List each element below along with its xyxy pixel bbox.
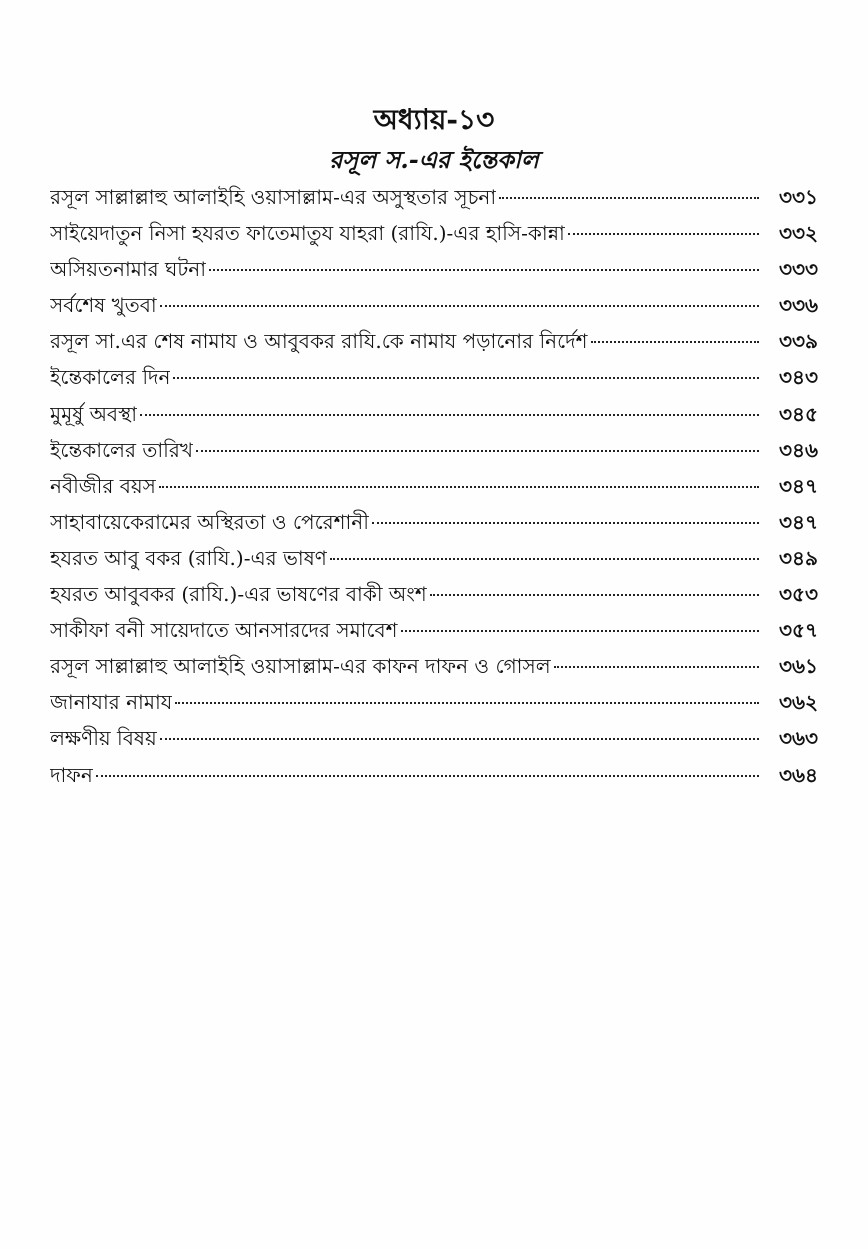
toc-entry-title: ইন্তেকালের দিন: [50, 365, 171, 390]
toc-entry: [50, 757, 818, 793]
toc-entry-title: নবীজীর বয়স: [50, 473, 156, 498]
toc-entry-page: ৩৩৬: [778, 293, 818, 318]
toc-dot-leader: [401, 630, 760, 632]
toc-entry-title: হযরত আবু বকর (রাযি.)-এর ভাষণ: [50, 545, 327, 570]
toc-entry-title: রসূল সাল্লাল্লাহু আলাইহি ওয়াসাল্লাম-এর অসুস্থতার সূচনা: [50, 185, 497, 209]
toc-entry-title: মুমূর্ষু অবস্থা: [50, 401, 138, 426]
toc-entry: [50, 504, 818, 540]
toc-entry-title: সাহাবায়েকেরামের অস্থিরতা ও পেরেশানী: [50, 509, 369, 534]
toc-entry-page: ৩৬১: [779, 654, 818, 679]
toc-dot-leader: [96, 775, 759, 777]
toc-entry: [50, 179, 818, 215]
toc-entry: [50, 720, 818, 756]
toc-entry-title: রসূল সা.এর শেষ নামায ও আবুবকর রাযি.কে নামায পড়ানোর নির্দেশ: [50, 329, 588, 354]
toc-dot-leader: [591, 341, 759, 343]
toc-dot-leader: [173, 377, 759, 379]
toc-dot-leader: [160, 738, 759, 740]
toc-dot-leader: [196, 450, 759, 452]
toc-entry-title: জানাযার নামায: [50, 690, 173, 715]
toc-entry-title: সাইয়েদাতুন নিসা হযরত ফাতেমাতুয যাহরা (রাযি.)-এর হাসি-কান্না: [50, 221, 565, 246]
toc-entry-page: ৩৪৬: [779, 437, 818, 462]
toc-entry-page: ৩৬৩: [778, 726, 818, 751]
toc-entry-title: দাফন: [50, 762, 93, 787]
toc-entry-page: ৩৪৯: [779, 545, 818, 570]
toc-entry-title: রসূল সাল্লাল্লাহু আলাইহি ওয়াসাল্লাম-এর কাফন দাফন ও গোসল: [50, 654, 551, 679]
toc-entry: [50, 468, 818, 504]
toc-entry-page: ৩৪৭: [779, 473, 818, 498]
toc-entry-title: ইন্তেকালের তারিখ: [50, 437, 193, 462]
toc-entry: [50, 540, 818, 576]
toc-entry-page: ৩৩৩: [778, 257, 818, 282]
toc-entry: [50, 396, 818, 432]
toc-entry-page: ৩৩৯: [779, 329, 818, 354]
toc-entry: [50, 684, 818, 720]
toc-entry-title: অসিয়তনামার ঘটনা: [50, 257, 207, 282]
toc-dot-leader: [159, 486, 759, 488]
toc-entry-page: ৩৫৩: [779, 582, 818, 607]
toc-dot-leader: [568, 233, 759, 235]
toc-entry: [50, 251, 818, 287]
toc-entry-title: লক্ষণীয় বিষয়: [50, 726, 157, 751]
table-of-contents: [50, 179, 818, 793]
chapter-subtitle: রসূল স.-এর ইন্তেকাল: [329, 145, 539, 174]
toc-dot-leader: [499, 197, 759, 199]
toc-entry-page: ৩৬২: [778, 690, 818, 715]
toc-dot-leader: [330, 558, 759, 560]
chapter-title: অধ্যায়-১৩: [373, 103, 495, 136]
toc-entry: [50, 432, 818, 468]
toc-entry: [50, 215, 818, 251]
toc-entry-page: ৩৪৭: [779, 509, 818, 534]
toc-entry-page: ৩৩২: [778, 221, 818, 246]
toc-dot-leader: [430, 594, 759, 596]
toc-entry: [50, 323, 818, 359]
toc-entry-page: ৩৩১: [779, 185, 818, 209]
toc-entry: [50, 648, 818, 684]
toc-entry-page: ৩৬৪: [779, 762, 818, 787]
toc-entry-page: ৩৪৫: [779, 401, 818, 426]
toc-dot-leader: [554, 666, 759, 668]
toc-dot-leader: [140, 414, 759, 416]
toc-entry-title: সর্বশেষ খুতবা: [50, 293, 157, 318]
toc-entry-page: ৩৫৭: [779, 618, 818, 643]
toc-dot-leader: [160, 305, 759, 307]
toc-dot-leader: [209, 269, 759, 271]
toc-entry-page: ৩৪৩: [779, 365, 818, 390]
toc-entry-title: সাকীফা বনী সায়েদাতে আনসারদের সমাবেশ: [50, 618, 398, 643]
toc-dot-leader: [372, 522, 759, 524]
toc-entry: [50, 359, 818, 395]
toc-entry: [50, 576, 818, 612]
toc-dot-leader: [175, 702, 759, 704]
toc-entry-title: হযরত আবুবকর (রাযি.)-এর ভাষণের বাকী অংশ: [50, 582, 427, 607]
toc-entry: [50, 612, 818, 648]
toc-entry: [50, 287, 818, 323]
